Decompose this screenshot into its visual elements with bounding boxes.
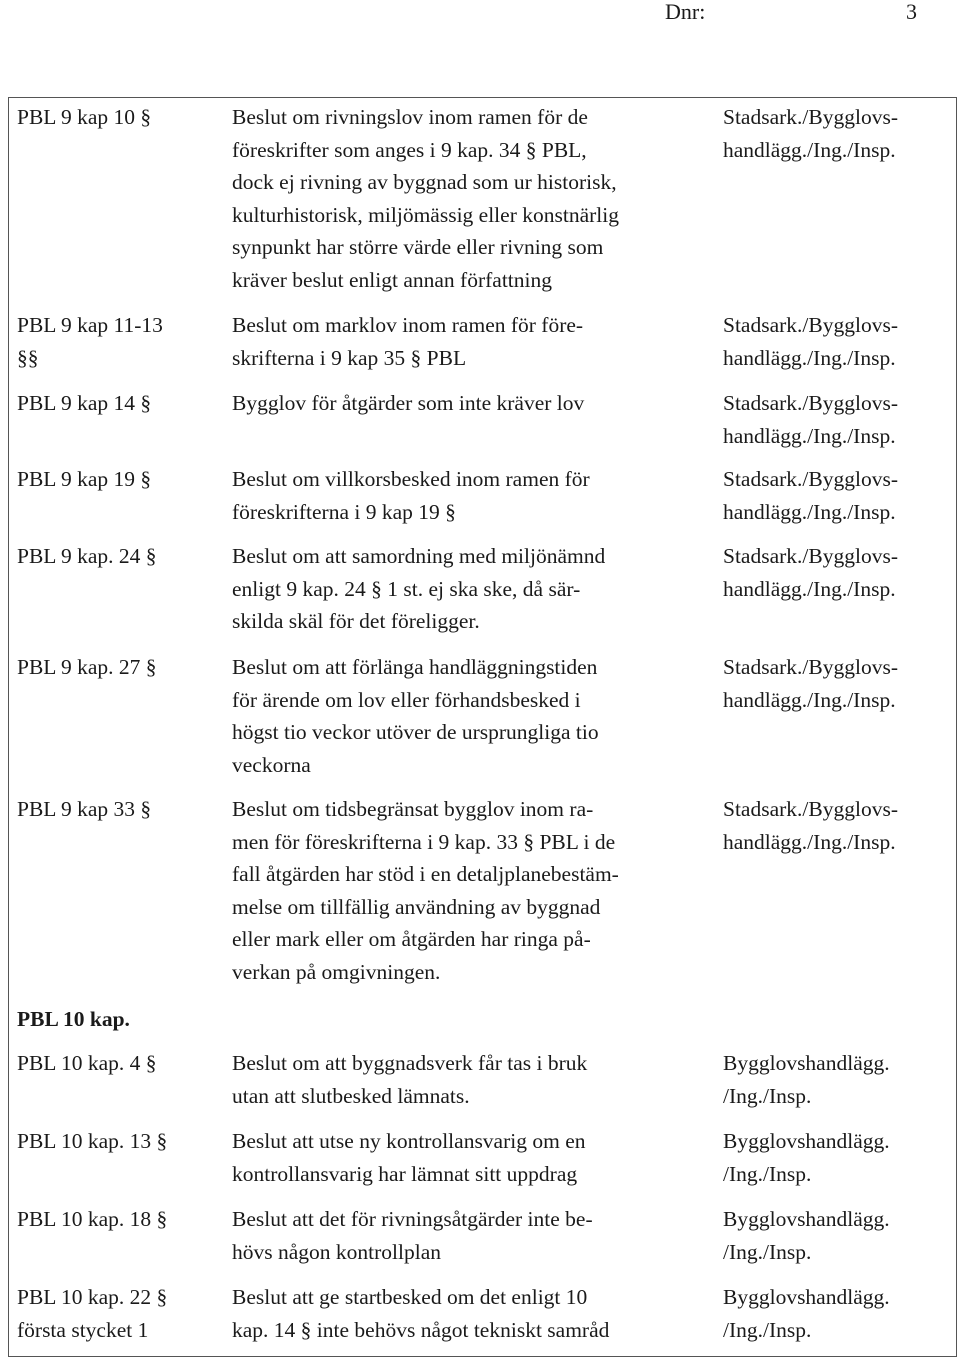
decision-description: Beslut om att byggnadsverk får tas i bruk utan att slutbesked lämnats. [232,1051,588,1108]
section-heading: PBL 10 kap. [17,1007,130,1031]
delegate: Stadsark./Bygglovs- handlägg./Ing./Insp. [723,467,898,524]
law-reference: PBL 9 kap 11-13 §§ [17,313,163,370]
decision-description: Beslut om villkorsbesked inom ramen för föreskrifterna i 9 kap 19 § [232,467,590,524]
law-reference: PBL 9 kap 14 § [17,391,152,415]
decision-description: Beslut om rivningslov inom ramen för de föreskrifter som anges i 9 kap. 34 § PBL, dock ej rivning av byggnad som ur historisk, kulturhistorisk, miljömässig eller konstnärlig synpunkt har större värde eller rivning som kräver beslut enligt annan författning [232,105,619,292]
delegate: Stadsark./Bygglovs- handlägg./Ing./Insp. [723,391,898,448]
decision-description: Bygglov för åtgärder som inte kräver lov [232,391,585,415]
decision-description: Beslut om marklov inom ramen för före- skrifterna i 9 kap 35 § PBL [232,313,584,370]
delegate: Bygglovshandlägg. /Ing./Insp. [723,1051,890,1108]
page-header [0,0,960,30]
decision-description: Beslut om att förlänga handläggningstiden för ärende om lov eller förhandsbesked i högst tio veckor utöver de ursprungliga tio veckorna [232,655,599,777]
decision-description: Beslut att utse ny kontrollansvarig om en kontrollansvarig har lämnat sitt uppdrag [232,1129,586,1186]
delegate: Stadsark./Bygglovs- handlägg./Ing./Insp. [723,655,898,712]
law-reference: PBL 10 kap. 13 § [17,1129,168,1153]
law-reference: PBL 9 kap 10 § [17,105,152,129]
delegate: Stadsark./Bygglovs- handlägg./Ing./Insp. [723,544,898,601]
delegate: Stadsark./Bygglovs- handlägg./Ing./Insp. [723,105,898,162]
law-reference: PBL 10 kap. 18 § [17,1207,168,1231]
law-reference: PBL 9 kap 19 § [17,467,152,491]
law-reference: PBL 10 kap. 4 § [17,1051,157,1075]
delegate: Bygglovshandlägg. /Ing./Insp. [723,1285,890,1342]
dnr-value: 3 [906,0,917,24]
decision-description: Beslut om tidsbegränsat bygglov inom ra- men för föreskrifterna i 9 kap. 33 § PBL i de fall åtgärden har stöd i en detaljplanebestäm- melse om tillfällig användning av byggnad eller mark eller om åtgärden har ringa på- verkan på omgivningen. [232,797,619,984]
delegate: Stadsark./Bygglovs- handlägg./Ing./Insp. [723,313,898,370]
delegate: Bygglovshandlägg. /Ing./Insp. [723,1207,890,1264]
decision-description: Beslut att ge startbesked om det enligt 10 kap. 14 § inte behövs något tekniskt samråd [232,1285,610,1342]
law-reference: PBL 9 kap. 24 § [17,544,157,568]
law-reference: PBL 9 kap. 27 § [17,655,157,679]
law-reference: PBL 10 kap. 22 § första stycket 1 [17,1285,168,1342]
delegate: Bygglovshandlägg. /Ing./Insp. [723,1129,890,1186]
decision-description: Beslut att det för rivningsåtgärder inte be- hövs någon kontrollplan [232,1207,593,1264]
law-reference: PBL 9 kap 33 § [17,797,152,821]
dnr-label: Dnr: [665,0,706,24]
decision-description: Beslut om att samordning med miljönämnd enligt 9 kap. 24 § 1 st. ej ska ske, då sär- skilda skäl för det föreligger. [232,544,606,633]
delegate: Stadsark./Bygglovs- handlägg./Ing./Insp. [723,797,898,854]
